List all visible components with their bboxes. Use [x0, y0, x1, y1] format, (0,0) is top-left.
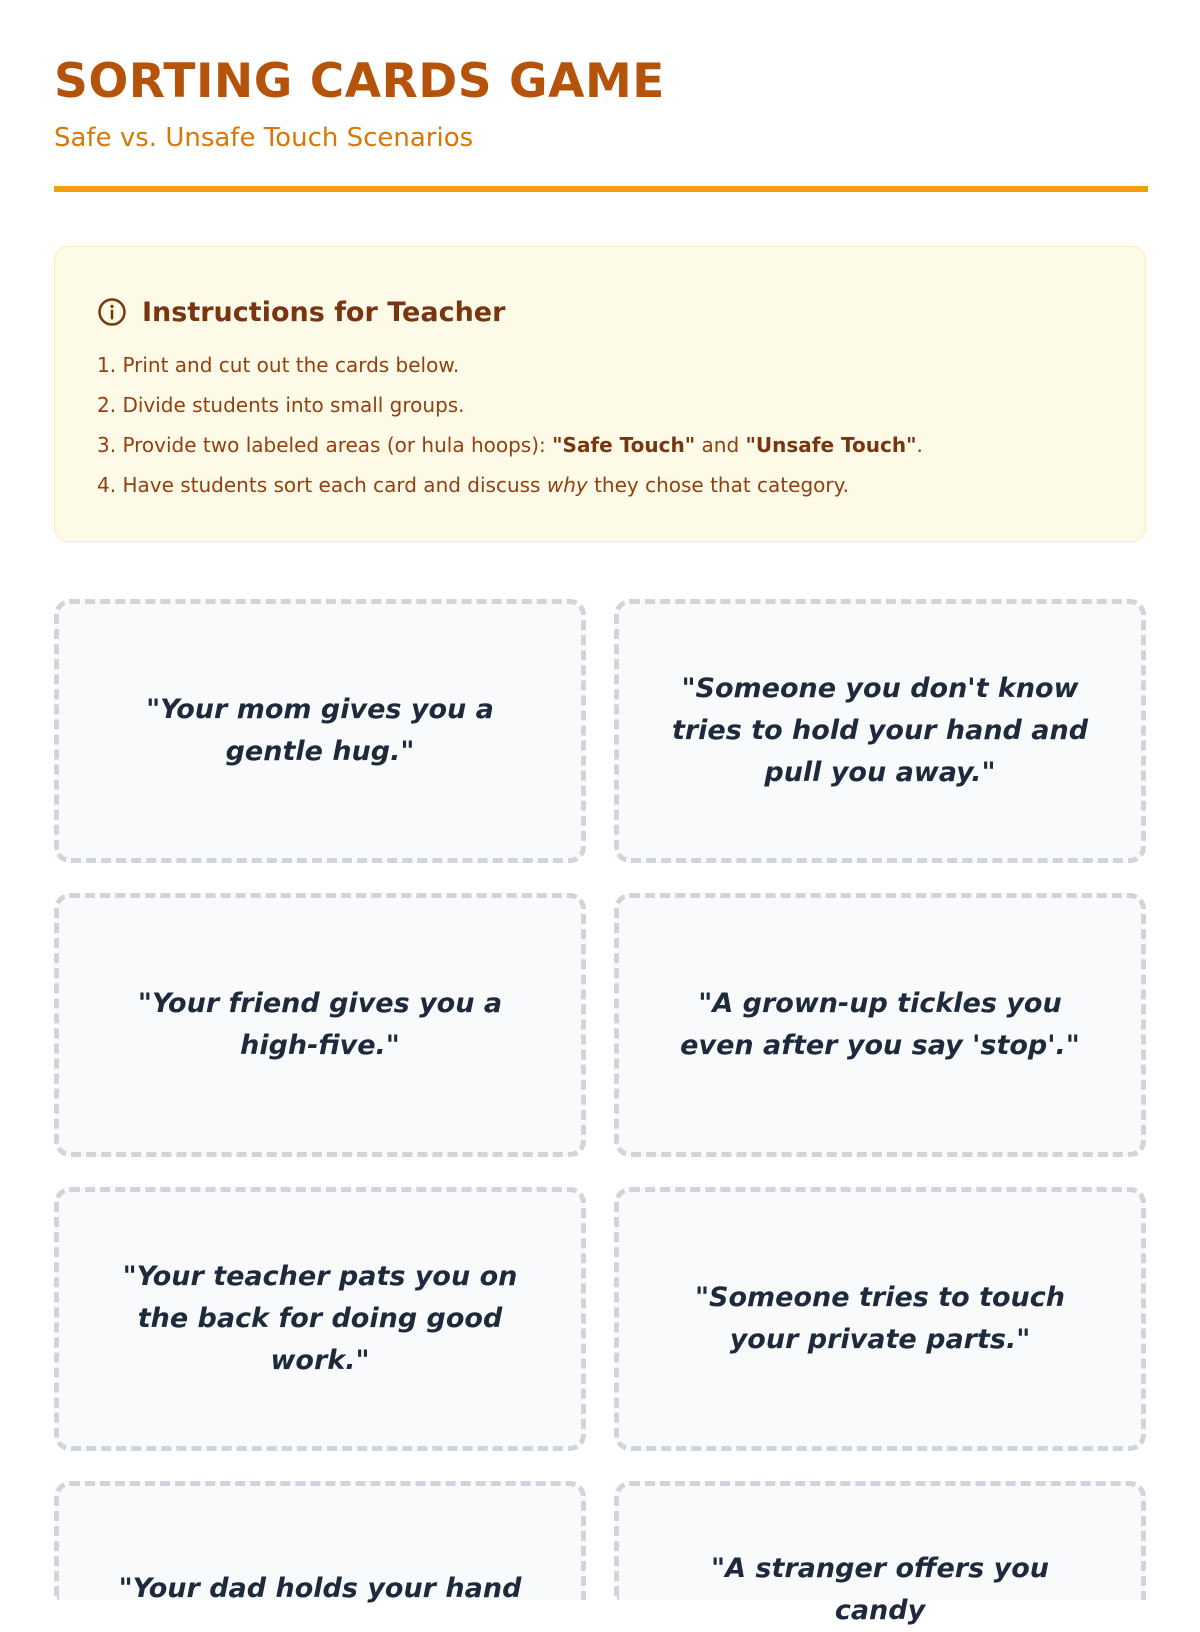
- instruction-step-3: [97, 425, 923, 465]
- sorting-card: [54, 599, 586, 863]
- sorting-card: [54, 1187, 586, 1451]
- card-text: "A stranger offers you candy: [711, 1553, 1049, 1626]
- unsafe-touch-label: "Unsafe Touch": [745, 433, 917, 457]
- step-3-end: .: [916, 433, 923, 457]
- sorting-card: [614, 893, 1146, 1157]
- info-icon: [97, 297, 127, 327]
- card-text: "Someone tries to touch your private parts.": [694, 1282, 1065, 1355]
- step-3-and: and: [695, 433, 746, 457]
- sorting-card: [614, 599, 1146, 863]
- card-text: "Your teacher pats you on the back for doing good work.": [122, 1261, 518, 1376]
- card-text: "Your mom gives you a gentle hug.": [146, 694, 494, 767]
- safe-touch-label: "Safe Touch": [552, 433, 696, 457]
- instruction-step-1: 1. Print and cut out the cards below.: [97, 353, 460, 377]
- step-3-text: 3. Provide two labeled areas (or hula hoops):: [97, 433, 553, 457]
- step-4-emphasis: why: [546, 473, 588, 497]
- card-text: "Someone you don't know tries to hold your hand and pull you away.": [671, 673, 1089, 788]
- sorting-card: [614, 1187, 1146, 1451]
- step-4-end: they chose that category.: [587, 473, 849, 497]
- page-subtitle: Safe vs. Unsafe Touch Scenarios: [54, 123, 474, 153]
- card-text: "A grown-up tickles you even after you say 'stop'.": [680, 988, 1080, 1061]
- sorting-card: [54, 893, 586, 1157]
- instruction-step-4: [97, 465, 923, 505]
- title-divider: [54, 186, 1148, 192]
- step-4-text: 4. Have students sort each card and discuss: [97, 473, 547, 497]
- sorting-card: [614, 1481, 1146, 1626]
- page-title: SORTING CARDS GAME: [54, 54, 665, 109]
- sorting-card: [54, 1481, 586, 1604]
- card-text: "Your friend gives you a high-five.": [137, 988, 503, 1061]
- instructions-panel: [54, 246, 1146, 542]
- card-text: "Your dad holds your hand: [118, 1573, 522, 1604]
- instructions-header: [97, 295, 505, 329]
- instructions-title: Instructions for Teacher: [142, 296, 506, 328]
- instruction-step-2: 2. Divide students into small groups.: [97, 393, 465, 417]
- instructions-list: [97, 345, 923, 505]
